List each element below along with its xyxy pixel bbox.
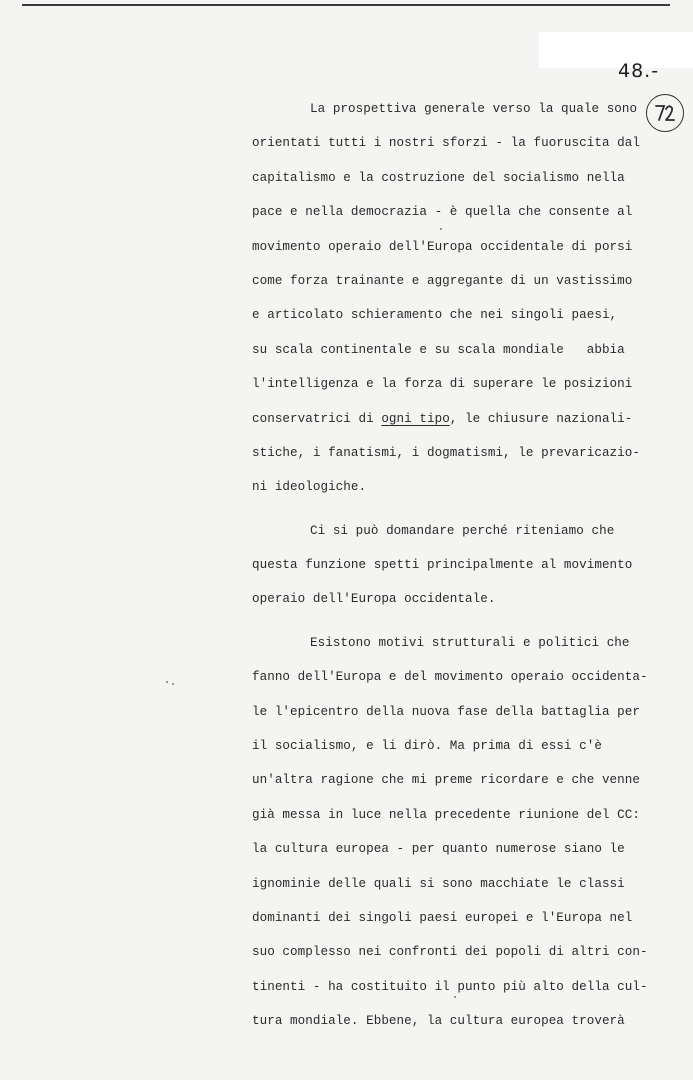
paper-speck bbox=[454, 996, 456, 998]
text-line: tura mondiale. Ebbene, la cultura europea troverà bbox=[252, 1014, 625, 1029]
paragraph-gap bbox=[252, 505, 632, 514]
text-line: suo complesso nei confronti dei popoli di altri con- bbox=[252, 945, 648, 960]
text-line: questa funzione spetti principalmente al movimento bbox=[252, 558, 633, 573]
text-segment: , le chiusure nazionali- bbox=[449, 411, 633, 426]
text-line: orientati tutti i nostri sforzi - la fuoruscita dal bbox=[252, 136, 640, 151]
text-line: su scala continentale e su scala mondiale abbia bbox=[252, 342, 625, 357]
text-line: operaio dell'Europa occidentale. bbox=[252, 592, 496, 607]
text-line: dominanti dei singoli paesi europei e l'Europa nel bbox=[252, 910, 633, 925]
text-line: e articolato schieramento che nei singoli paesi, bbox=[252, 308, 618, 323]
text-line: pace e nella democrazia - è quella che consente al bbox=[252, 205, 633, 220]
paper-speck bbox=[172, 683, 174, 685]
text-line: il socialismo, e li dirò. Ma prima di essi c'è bbox=[252, 739, 602, 754]
text-line: Esistono motivi strutturali e politici che bbox=[310, 635, 630, 650]
text-line: un'altra ragione che mi preme ricordare e che venne bbox=[252, 773, 640, 788]
paper-speck bbox=[166, 681, 168, 683]
text-segment: conservatrici di bbox=[252, 411, 382, 426]
archive-label-patch bbox=[539, 32, 693, 68]
paper-speck bbox=[440, 228, 442, 230]
text-line: l'intelligenza e la forza di superare le posizioni bbox=[252, 377, 633, 392]
text-line: tinenti - ha costituito il punto più alto della cul- bbox=[252, 979, 648, 994]
text-line: come forza trainante e aggregante di un vastissimo bbox=[252, 273, 633, 288]
top-rule bbox=[22, 4, 670, 6]
text-line: ni ideologiche. bbox=[252, 480, 367, 495]
text-line: fanno dell'Europa e del movimento operaio occidenta- bbox=[252, 670, 648, 685]
text-line: La prospettiva generale verso la quale sono bbox=[310, 102, 638, 116]
page-number: 48.- bbox=[618, 60, 660, 82]
text-line: capitalismo e la costruzione del socialismo nella bbox=[252, 170, 625, 185]
text-line: ignominie delle quali si sono macchiate le classi bbox=[252, 876, 625, 891]
text-line: Ci si può domandare perché riteniamo che bbox=[310, 523, 615, 538]
paragraph-gap bbox=[252, 617, 632, 626]
typewritten-text bbox=[252, 92, 648, 1039]
text-line: la cultura europea - per quanto numerose siano le bbox=[252, 842, 625, 857]
stamp-handwritten-numeral bbox=[651, 99, 679, 127]
text-line: movimento operaio dell'Europa occidentale di porsi bbox=[252, 239, 633, 254]
underlined-phrase: ogni tipo bbox=[381, 411, 450, 426]
text-line: stiche, i fanatismi, i dogmatismi, le prevaricazio- bbox=[252, 445, 640, 460]
archive-stamp bbox=[646, 94, 684, 132]
text-line bbox=[252, 402, 632, 436]
text-line: già messa in luce nella precedente riunione del CC: bbox=[252, 807, 640, 822]
text-line: le l'epicentro della nuova fase della battaglia per bbox=[252, 704, 640, 719]
